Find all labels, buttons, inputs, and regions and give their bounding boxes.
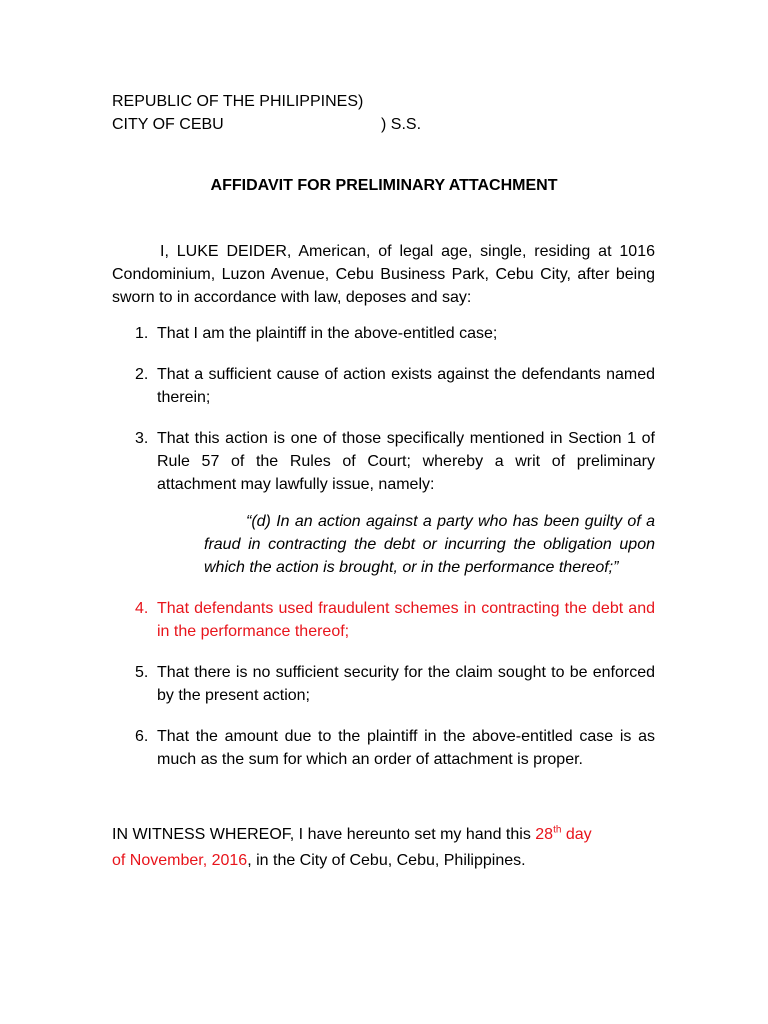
intro-paragraph: I, LUKE DEIDER, American, of legal age, single, residing at 1016 Condominium, Luzon Avenue, Cebu Business Park, Cebu City, after being sworn to in accordance with law, deposes and say: [112,243,655,306]
witness-clause [112,822,655,874]
list-item [112,363,655,409]
item-number: 3. [135,430,149,447]
list-item [112,427,655,496]
document-title: AFFIDAVIT FOR PRELIMINARY ATTACHMENT [210,177,558,194]
item-text: That defendants used fraudulent schemes in contracting the debt and in the performance thereof; [157,600,655,640]
item-text: That I am the plaintiff in the above-entitled case; [157,325,498,342]
item-text: That there is no sufficient security for the claim sought to be enforced by the present action; [157,664,655,704]
list-item [112,322,655,345]
witness-text-end: , in the City of Cebu, Cebu, Philippines. [247,852,526,869]
list-item [112,725,655,771]
witness-date-month-year: of November, 2016 [112,852,248,869]
item-text: That a sufficient cause of action exists against the defendants named therein; [157,366,655,406]
witness-text-start: IN WITNESS WHEREOF, I have hereunto set my hand this [112,826,536,843]
item-text: That the amount due to the plaintiff in the above-entitled case is as much as the sum for which an order of attachment is proper. [157,728,655,768]
rule-quote: “(d) In an action against a party who has been guilty of a fraud in contracting the debt or incurring the obligation upon which the action is brought, or in the performance thereof;” [204,513,655,576]
item-text: That this action is one of those specifically mentioned in Section 1 of Rule 57 of the Rules of Court; whereby a writ of preliminary attachment may lawfully issue, namely: [157,430,655,493]
list-item [112,661,655,707]
item-number: 2. [135,366,149,383]
allegations-list [112,322,655,789]
venue-ss: ) S.S. [381,116,422,133]
item-number: 4. [135,600,149,617]
item-number: 1. [135,325,149,342]
day-number: 28 [535,826,554,843]
venue-city: CITY OF CEBU [112,116,224,133]
witness-date-day [535,826,591,843]
day-word: day [561,826,592,843]
item-number: 6. [135,728,149,745]
day-suffix: th [553,824,562,836]
venue-line-republic: REPUBLIC OF THE PHILIPPINES) [112,93,364,110]
item-number: 5. [135,664,149,681]
venue-line-city [112,116,422,134]
list-item-highlighted [112,597,655,643]
